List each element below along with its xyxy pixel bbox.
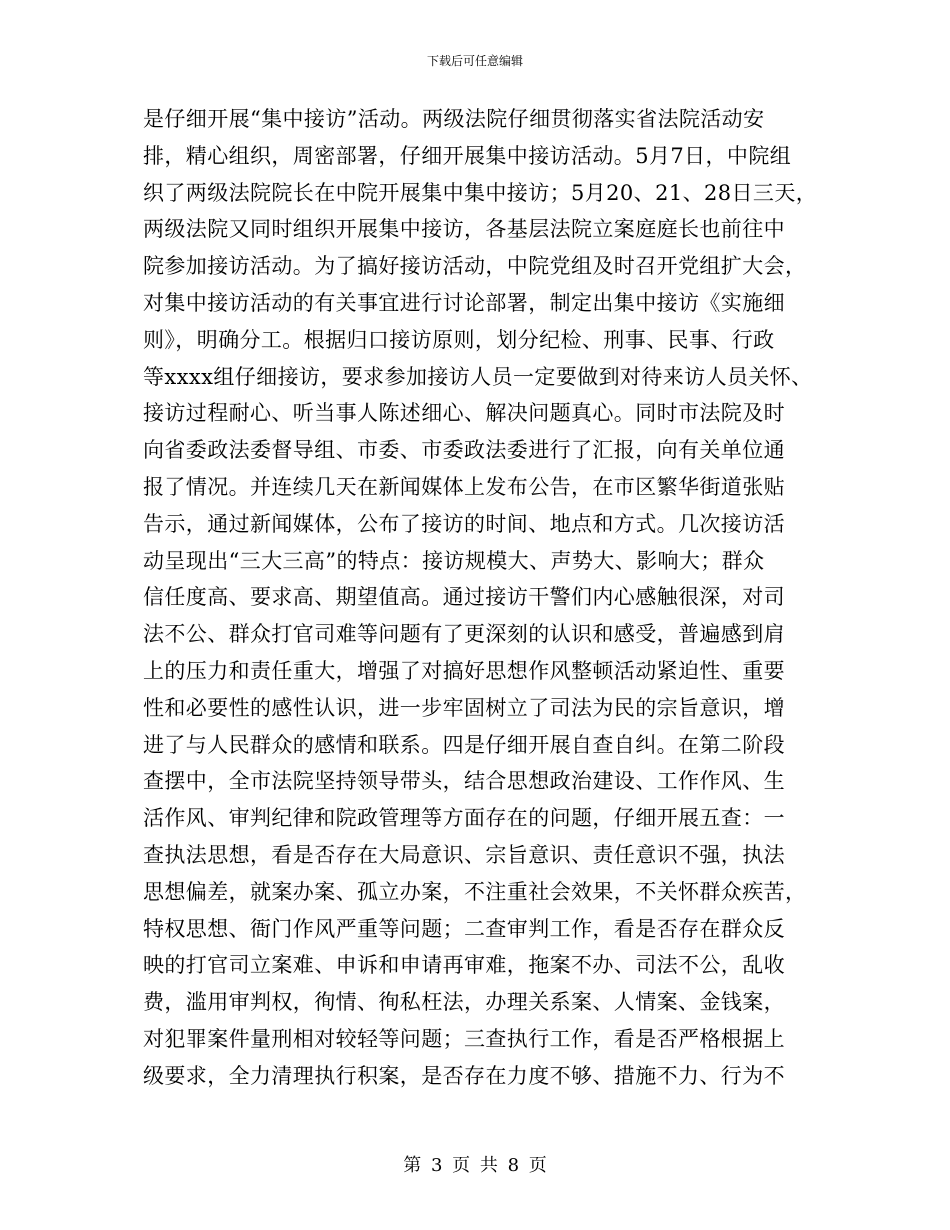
text-line: 动呈现出“三大三高”的特点：接访规模大、声势大、影响大；群众 [143, 548, 765, 573]
page-header-note: 下载后可任意编辑 [426, 54, 523, 68]
text-line: 向省委政法委督导组、市委、市委政法委进行了汇报，向有关单位通 [143, 438, 785, 463]
text-line: 等xxxx组仔细接访，要求参加接访人员一定要做到对待来访人员关怀、 [143, 364, 813, 389]
text-line: 活作风、审判纪律和院政管理等方面存在的问题，仔细开展五查：一 [143, 806, 785, 831]
text-line: 上的压力和责任重大，增强了对搞好思想作风整顿活动紧迫性、重要 [143, 658, 785, 683]
text-line: 排，精心组织，周密部署，仔细开展集中接访活动。5月7日，中院组 [143, 143, 792, 168]
page-number: 第 3 页 共 8 页 [403, 1155, 547, 1176]
text-line: 是仔细开展“集中接访”活动。两级法院仔细贯彻落实省法院活动安 [143, 107, 765, 131]
text-line: 费，滥用审判权，徇情、徇私枉法，办理关系案、人情案、金钱案， [143, 990, 785, 1015]
text-line: 则》，明确分工。根据归口接访原则，划分纪检、刑事、民事、行政 [143, 327, 775, 352]
text-line: 级要求，全力清理执行积案，是否存在力度不够、措施不力、行为不 [143, 1063, 785, 1088]
text-line: 报了情况。并连续几天在新闻媒体上发布公告，在市区繁华街道张贴 [143, 474, 785, 499]
text-line: 性和必要性的感性认识，进一步牢固树立了司法为民的宗旨意识，增 [143, 695, 785, 720]
text-line: 特权思想、衙门作风严重等问题；二查审判工作，看是否存在群众反 [143, 916, 785, 941]
text-line: 对犯罪案件量刑相对较轻等问题；三查执行工作，看是否严格根据上 [143, 1026, 785, 1051]
document-body [143, 101, 823, 1095]
text-line: 院参加接访活动。为了搞好接访活动，中院党组及时召开党组扩大会， [143, 254, 807, 279]
text-line: 信任度高、要求高、期望值高。通过接访干警们内心感触很深，对司 [143, 585, 785, 610]
text-line: 映的打官司立案难、申诉和申请再审难，拖案不办、司法不公，乱收 [143, 953, 785, 978]
text-line: 两级法院又同时组织开展集中接访，各基层法院立案庭庭长也前往中 [143, 217, 785, 242]
text-line: 告示，通过新闻媒体，公布了接访的时间、地点和方式。几次接访活 [143, 511, 785, 536]
text-line: 对集中接访活动的有关事宜进行讨论部署，制定出集中接访《实施细 [143, 290, 785, 315]
text-line: 查执法思想，看是否存在大局意识、宗旨意识、责任意识不强，执法 [143, 842, 785, 867]
text-line: 思想偏差，就案办案、孤立办案，不注重社会效果，不关怀群众疾苦， [143, 879, 807, 904]
text-line: 织了两级法院院长在中院开展集中集中接访；5月20、21、28日三天， [143, 180, 818, 205]
text-line: 查摆中，全市法院坚持领导带头，结合思想政治建设、工作作风、生 [143, 769, 785, 794]
text-line: 进了与人民群众的感情和联系。四是仔细开展自查自纠。在第二阶段 [143, 732, 785, 757]
text-line: 法不公、群众打官司难等问题有了更深刻的认识和感受，普遍感到肩 [143, 622, 785, 647]
text-line: 接访过程耐心、听当事人陈述细心、解决问题真心。同时市法院及时 [143, 401, 785, 426]
